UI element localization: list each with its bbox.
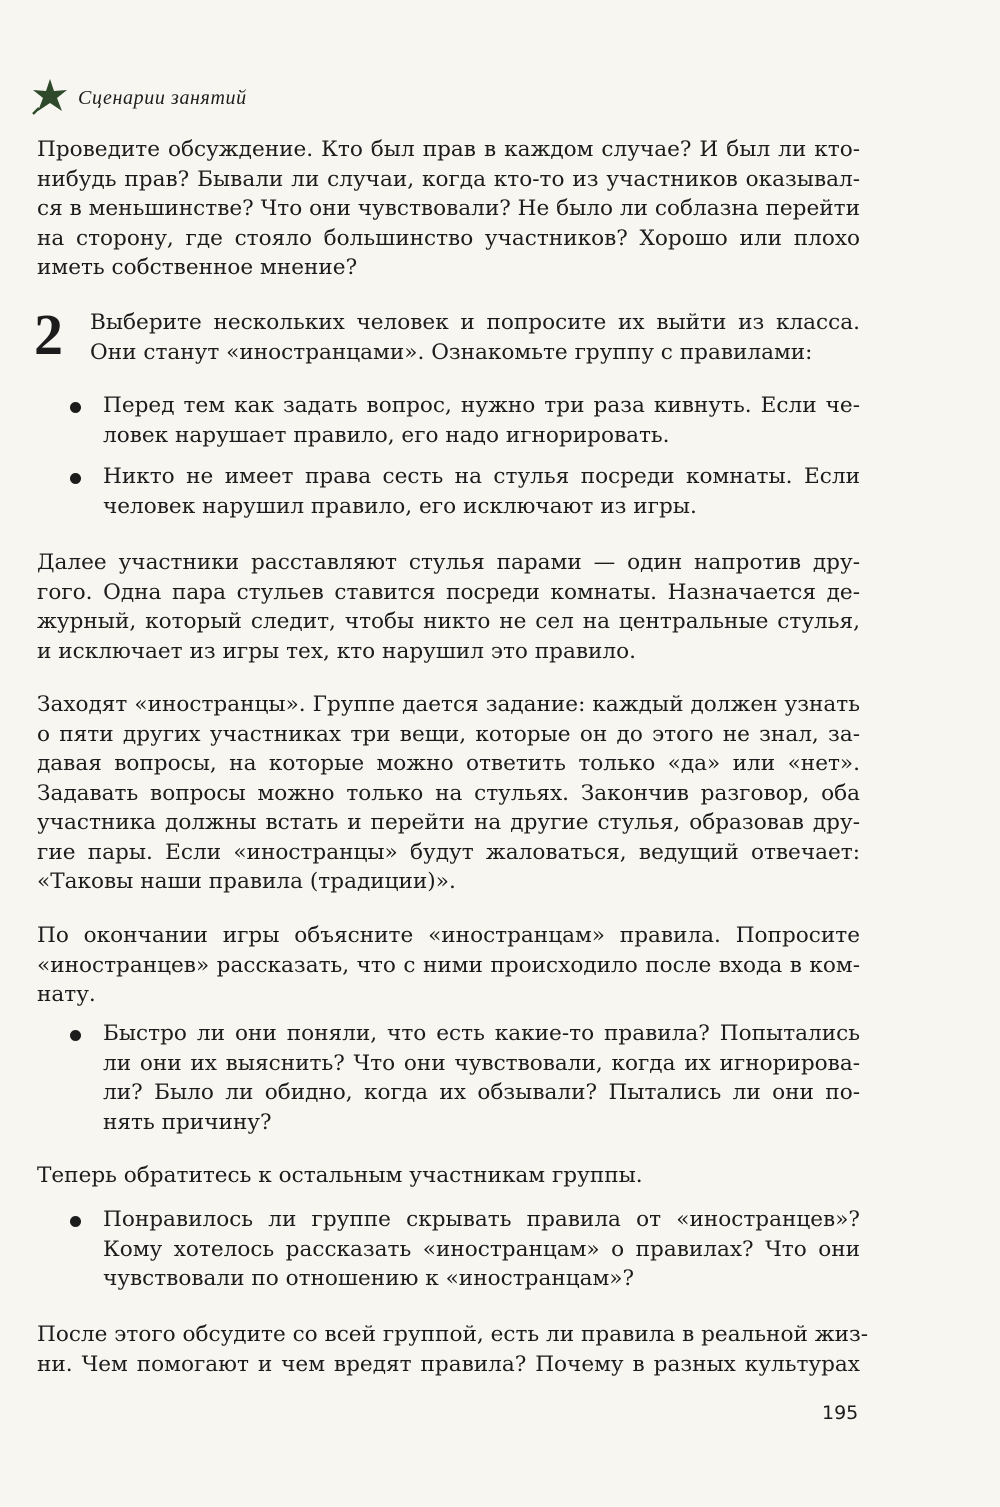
text-line: По окончании игры объясните «иностранцам» правила. Попросите: [37, 923, 860, 948]
text-line: Заходят «иностранцы». Группе дается задание: каждый должен узнать: [37, 692, 860, 717]
text-line: Задавать вопросы можно только на стульях. Закончив разговор, оба: [37, 780, 860, 806]
text-line: Быстро ли они поняли, что есть какие-то правила? Попытались: [103, 1021, 860, 1046]
text-line: ли? Было ли обидно, когда их обзывали? Пытались ли они по-: [103, 1080, 860, 1105]
text-line: участника должны встать и перейти на другие стулья, образовав дру-: [37, 810, 860, 835]
text-line: ни. Чем помогают и чем вредят правила? Почему в разных культурах: [37, 1351, 860, 1377]
section-number: 2: [34, 302, 63, 367]
text-line: Перед тем как задать вопрос, нужно три раза кивнуть. Если че-: [103, 393, 860, 418]
text-line: После этого обсудите со всей группой, есть ли правила в реальной жиз-: [37, 1322, 869, 1347]
text-line: ли они их выяснить? Что они чувствовали, когда их игнорирова-: [103, 1050, 860, 1076]
text-line: ся в меньшинстве? Что они чувствовали? Не было ли соблазна перейти: [37, 196, 860, 221]
star-leaf-icon: [30, 76, 70, 120]
paragraph-others: [37, 1161, 860, 1191]
text-line: Они станут «иностранцами». Ознакомьте группу с правилами:: [90, 339, 813, 365]
text-line: и исключает из игры тех, кто нарушил это правило.: [37, 638, 637, 664]
bullet-icon: [70, 473, 81, 484]
text-line: чувствовали по отношению к «иностранцам»?: [103, 1266, 635, 1291]
text-line: Понравилось ли группе скрывать правила от «иностранцев»?: [103, 1207, 860, 1232]
page-number: 195: [822, 1402, 859, 1424]
text-line: журный, который следит, чтобы никто не сел на центральные стулья,: [37, 609, 860, 634]
text-line: давая вопросы, на которые можно ответить только «да» или «нет».: [37, 751, 860, 776]
text-line: Никто не имеет права сесть на стулья посреди комнаты. Если: [103, 464, 860, 489]
text-line: гие пары. Если «иностранцы» будут жаловаться, ведущий отвечает:: [37, 839, 860, 865]
text-line: нату.: [37, 982, 96, 1007]
running-header: [30, 78, 247, 118]
text-line: Далее участники расставляют стулья парами — один напротив дру-: [37, 550, 860, 575]
paragraph-game: [37, 690, 860, 897]
text-line: человек нарушил правило, его исключают из игры.: [103, 493, 697, 519]
text-line: нять причину?: [103, 1109, 272, 1135]
text-line: «иностранцев» рассказать, что с ними происходило после входа в ком-: [37, 952, 860, 978]
text-line: на сторону, где стояло большинство участников? Хорошо или плохо: [37, 225, 860, 251]
text-line: Теперь обратитесь к остальным участникам группы.: [37, 1163, 643, 1188]
text-line: нибудь прав? Бывали ли случаи, когда кто-то из участников оказывал-: [37, 166, 860, 192]
paragraph-setup: [37, 548, 860, 666]
section-intro: [90, 308, 860, 367]
paragraph-final: [37, 1320, 869, 1379]
text-line: гого. Одна пара стульев ставится посреди комнаты. Назначается де-: [37, 579, 860, 605]
paragraph-discussion: [37, 135, 860, 283]
text-line: «Таковы наши правила (традиции)».: [37, 869, 456, 894]
text-line: Кому хотелось рассказать «иностранцам» о правилах? Что они: [103, 1236, 860, 1262]
text-line: ловек нарушает правило, его надо игнорировать.: [103, 422, 670, 448]
header-title: Сценарии занятий: [78, 86, 247, 109]
text-line: о пяти других участниках три вещи, которые он до этого не знал, за-: [37, 721, 860, 747]
text-line: Выберите нескольких человек и попросите их выйти из класса.: [90, 310, 860, 335]
paragraph-after-game: [37, 921, 860, 1010]
bullet-icon: [70, 1030, 81, 1041]
bullet-icon: [70, 402, 81, 413]
bullet-icon: [70, 1216, 81, 1227]
text-line: Проведите обсуждение. Кто был прав в каждом случае? И был ли кто-: [37, 137, 860, 162]
text-line: иметь собственное мнение?: [37, 255, 358, 280]
